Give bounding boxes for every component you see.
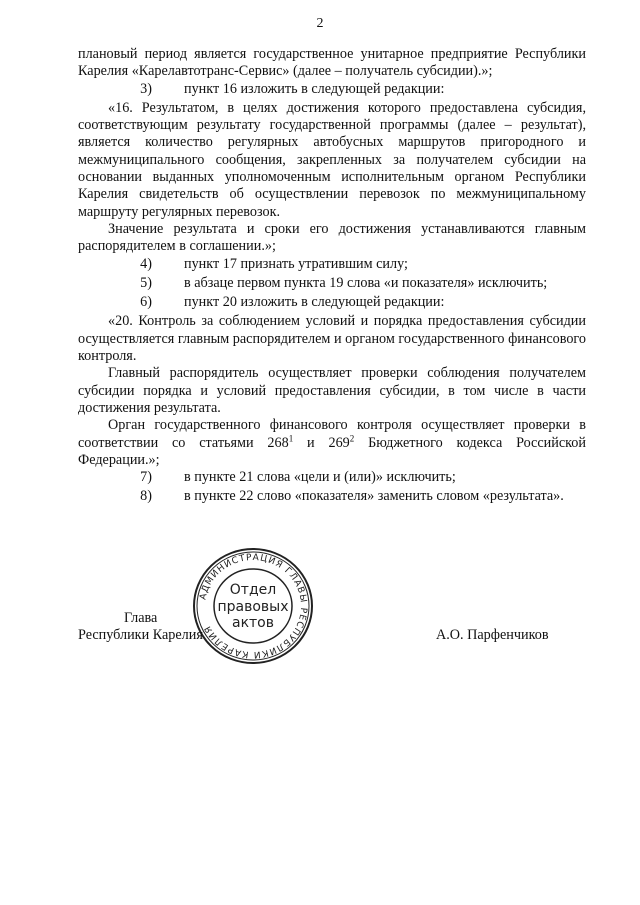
item-text: пункт 17 признать утратившим силу;	[184, 255, 408, 272]
paragraph-main-manager: Главный распорядитель осуществляет проверки соблюдения получателем субсидии порядка и условий предоставления субсидии, в том числе в части достижения результата.	[78, 365, 586, 416]
list-item-4	[78, 256, 586, 273]
item-text: в пункте 21 слова «цели и (или)» исключить;	[184, 469, 456, 486]
item-number: 8)	[140, 488, 152, 505]
stamp-line-3: актов	[231, 615, 275, 631]
item-text: в абзаце первом пункта 19 слова «и показателя» исключить;	[184, 274, 548, 291]
item-text: пункт 20 изложить в следующей редакции:	[184, 294, 445, 311]
official-stamp	[191, 546, 315, 666]
document-body	[78, 46, 586, 508]
item-number: 5)	[140, 274, 152, 291]
stamp-line-1: Отдел	[229, 582, 277, 598]
item-number: 6)	[140, 294, 152, 311]
list-item-8	[78, 488, 586, 505]
paragraph-result-value: Значение результата и сроки его достижения устанавливаются главным распорядителем в соглашении.»;	[78, 220, 586, 255]
stamp-ring-text: АДМИНИСТРАЦИЯ ГЛАВЫ РЕСПУБЛИКИ КАРЕЛИЯ	[198, 552, 309, 660]
item-text: в пункте 22 слово «показателя» заменить словом «результата».	[184, 488, 564, 505]
page-number: 2	[316, 16, 324, 31]
stamp-line-2: правовых	[217, 599, 289, 615]
item-number: 4)	[140, 255, 152, 272]
signatory-name: А.О. Парфенчиков	[436, 627, 549, 643]
item-number: 3)	[140, 80, 152, 97]
paragraph-point-20: «20. Контроль за соблюдением условий и порядка предоставления субсидии осуществляется главным распорядителем и органом государственного финансового контроля.	[78, 313, 586, 365]
list-item-7	[78, 469, 586, 486]
item-text: пункт 16 изложить в следующей редакции:	[184, 80, 445, 97]
signature-title: Глава Республики Карелия	[78, 610, 203, 643]
paragraph-intro: плановый период является государственное унитарное предприятие Республики Карелия «Карелавтотранс-Сервис» (далее – получатель субсидии).»;	[78, 46, 586, 80]
paragraph-point-16: «16. Результатом, в целях достижения которого предоставлена субсидия, соответствующим результату государственной программы (далее – результат), является количество регулярных автобусных маршрутов пригородного и межмуниципального сообщения, закрепленных за получателем субсидии на основании выданных уполномоченным исполнительным органом Республики Карелия свидетельств об осуществлении перевозок по межмуниципальному маршруту регулярных перевозок.	[78, 99, 586, 220]
list-item-3	[78, 81, 586, 98]
list-item-5	[78, 275, 586, 292]
list-item-6	[78, 294, 586, 311]
paragraph-control-organ: Орган государственного финансового контроля осуществляет проверки в соответствии со статьями $268^1$ и $269^2$ Бюджетного кодекса Российской Федерации.»;	[78, 417, 586, 468]
item-number: 7)	[140, 469, 152, 486]
